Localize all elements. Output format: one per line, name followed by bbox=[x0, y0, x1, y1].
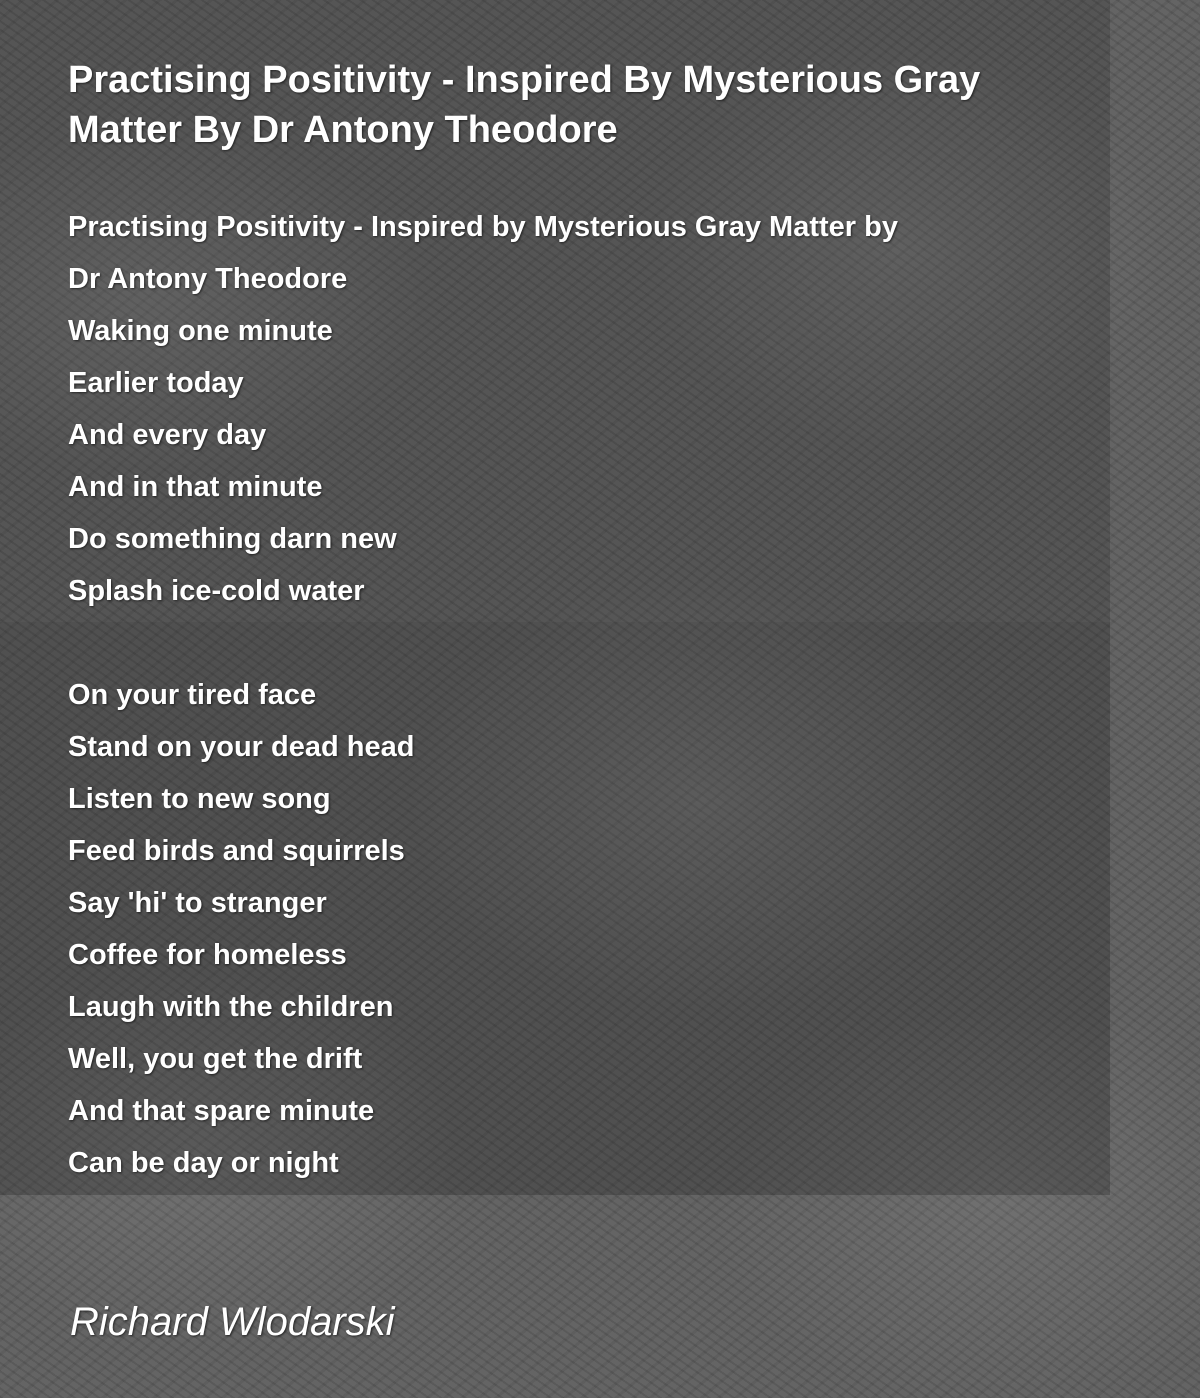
poem-line: Coffee for homeless bbox=[68, 939, 347, 971]
poem-line: And that spare minute bbox=[68, 1095, 375, 1127]
stanza-2 bbox=[68, 669, 414, 1189]
author-name: Richard Wlodarski bbox=[70, 1300, 395, 1344]
stanza-1 bbox=[68, 201, 898, 617]
poem-line: On your tired face bbox=[68, 679, 317, 711]
poem-line: Waking one minute bbox=[68, 315, 333, 347]
poem-line: Say 'hi' to stranger bbox=[68, 887, 327, 919]
poem-line: Do something darn new bbox=[68, 523, 397, 555]
poem-line: Stand on your dead head bbox=[68, 731, 415, 763]
poem-line: Earlier today bbox=[68, 367, 244, 399]
poem-line: Laugh with the children bbox=[68, 991, 394, 1023]
poem-line: Feed birds and squirrels bbox=[68, 835, 405, 867]
poem-line: Splash ice-cold water bbox=[68, 575, 365, 607]
poem-line: And in that minute bbox=[68, 471, 323, 503]
poem-line: And every day bbox=[68, 419, 267, 451]
poem-line: Dr Antony Theodore bbox=[68, 263, 348, 295]
poem-title: Practising Positivity - Inspired By Mysterious Gray Matter By Dr Antony Theodore bbox=[68, 59, 981, 151]
poem-line: Listen to new song bbox=[68, 783, 331, 815]
poem-line: Practising Positivity - Inspired by Mysterious Gray Matter by bbox=[68, 211, 898, 243]
poem-line: Well, you get the drift bbox=[68, 1043, 363, 1075]
poem-line: Can be day or night bbox=[68, 1147, 339, 1179]
